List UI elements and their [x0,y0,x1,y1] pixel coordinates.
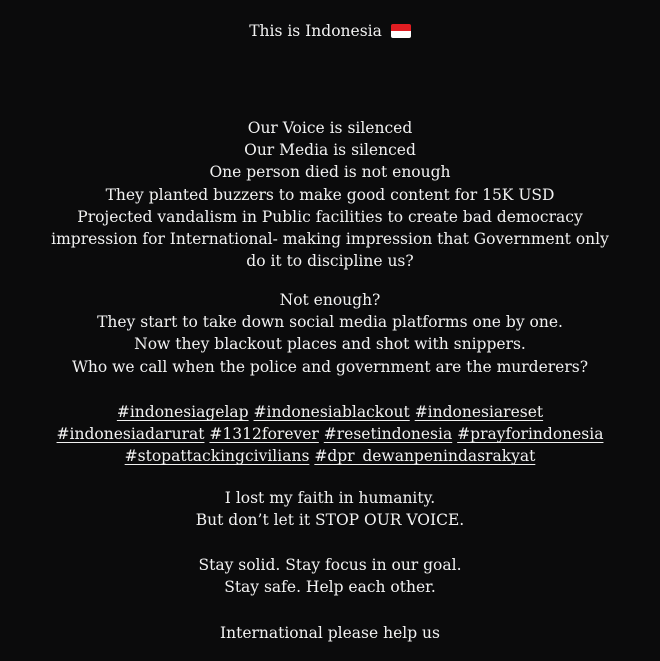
hashtag-link[interactable]: #prayforindonesia [457,425,604,444]
indonesia-flag-icon [391,24,411,38]
text-line: Stay solid. Stay focus in our goal. [198,556,462,574]
hashtag-link[interactable]: #dpr_dewanpenindasrakyat [314,447,536,466]
hashtag-link[interactable]: #indonesiagelap [116,403,249,421]
paragraph-faith [0,487,660,531]
text-line: impression for International- making impression that Government only [51,230,609,249]
text-line: They planted buzzers to make good content for 15K USD [105,185,555,204]
hashtag-line [0,423,660,445]
hashtag-link[interactable]: #resetindonesia [323,425,453,444]
paragraph-silenced [0,117,660,272]
closing-line [0,622,660,644]
text-line: They start to take down social media platforms one by one. [97,313,563,332]
hashtag-line [0,401,660,423]
text-line: Not enough? [279,291,381,309]
story-title: This is Indonesia [249,22,382,40]
text-line: do it to discipline us? [246,252,414,271]
hashtag-block [0,401,660,468]
text-line: Now they blackout places and shot with snippers. [134,335,526,354]
closing-text: International please help us [219,624,440,642]
paragraph-stay-solid [0,554,660,598]
hashtag-link[interactable]: #1312forever [209,425,319,444]
text-line: Stay safe. Help each other. [224,578,436,597]
story-title-line [0,20,660,42]
text-line: But don’t let it STOP OUR VOICE. [195,511,465,530]
hashtag-link[interactable]: #indonesiadarurat [56,425,205,444]
paragraph-not-enough [0,289,660,378]
hashtag-line [0,445,660,467]
text-line: I lost my faith in humanity. [224,489,436,507]
text-line: Our Voice is silenced [247,119,413,137]
hashtag-link[interactable]: #indonesiablackout [253,403,410,421]
hashtag-link[interactable]: #indonesiareset [414,403,544,421]
text-line: Our Media is silenced [244,141,416,160]
text-line: Who we call when the police and government are the murderers? [71,357,589,376]
hashtag-link[interactable]: #stopattackingcivilians [124,447,310,466]
text-line: Projected vandalism in Public facilities to create bad democracy [77,207,583,226]
text-line: One person died is not enough [209,163,451,182]
